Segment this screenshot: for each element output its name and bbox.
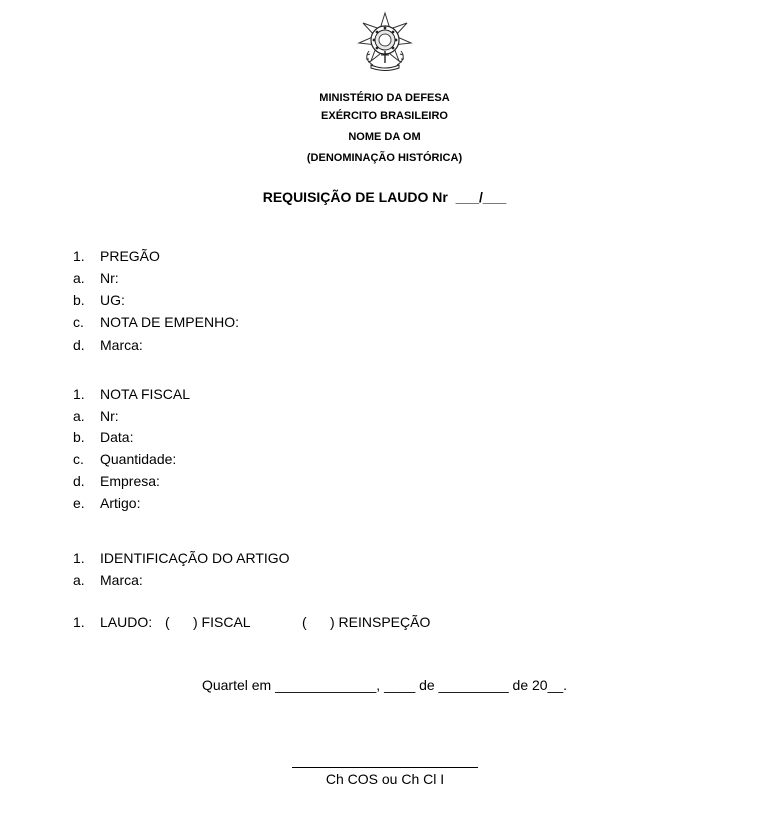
list-item <box>73 451 176 467</box>
section-label: NOTA FISCAL <box>100 386 190 402</box>
section-number: 1. <box>73 248 85 264</box>
list-item <box>73 270 119 286</box>
item-letter: b. <box>73 429 85 445</box>
section-label: LAUDO: <box>100 614 153 630</box>
item-label: Nr: <box>100 270 119 286</box>
item-letter: a. <box>73 270 85 286</box>
item-label: Nr: <box>100 408 119 424</box>
item-letter: d. <box>73 337 85 353</box>
section-number: 1. <box>73 550 85 566</box>
item-label: NOTA DE EMPENHO: <box>100 314 239 330</box>
laudo-option-fiscal: ( ) FISCAL <box>165 614 251 630</box>
list-item <box>73 495 140 511</box>
signature-line <box>292 767 478 768</box>
list-item <box>73 572 143 588</box>
header-historical-name: (DENOMINAÇÃO HISTÓRICA) <box>306 152 463 164</box>
item-letter: e. <box>73 495 85 511</box>
laudo-option-reinspecao: ( ) REINSPEÇÃO <box>302 614 431 630</box>
list-item <box>73 337 143 353</box>
coat-of-arms-emblem <box>355 11 415 71</box>
item-label: Data: <box>100 429 134 445</box>
item-letter: a. <box>73 408 85 424</box>
item-letter: b. <box>73 292 85 308</box>
item-label: Artigo: <box>100 495 141 511</box>
item-letter: c. <box>73 451 84 467</box>
list-item <box>73 292 125 308</box>
section-identificacao-heading <box>73 550 290 566</box>
list-item <box>73 408 119 424</box>
section-pregao-heading <box>73 248 160 264</box>
section-number: 1. <box>73 386 85 402</box>
section-number: 1. <box>73 614 85 630</box>
item-label: Marca: <box>100 337 143 353</box>
header-ministry: MINISTÉRIO DA DEFESA <box>319 92 450 104</box>
section-label: PREGÃO <box>100 248 160 264</box>
document-title: REQUISIÇÃO DE LAUDO Nr ___/___ <box>262 189 507 205</box>
item-label: Empresa: <box>100 473 160 489</box>
item-label: Marca: <box>100 572 143 588</box>
item-letter: a. <box>73 572 85 588</box>
item-label: Quantidade: <box>100 451 177 467</box>
signature-caption: Ch COS ou Ch Cl I <box>325 771 445 787</box>
header-army: EXÉRCITO BRASILEIRO <box>321 110 448 122</box>
section-nota-fiscal-heading <box>73 386 190 402</box>
item-letter: c. <box>73 314 84 330</box>
list-item <box>73 473 160 489</box>
list-item <box>73 314 239 330</box>
header-om-name: NOME DA OM <box>348 131 421 143</box>
item-label: UG: <box>100 292 125 308</box>
item-letter: d. <box>73 473 85 489</box>
section-label: IDENTIFICAÇÃO DO ARTIGO <box>100 550 290 566</box>
list-item <box>73 429 133 445</box>
place-date-line: Quartel em _____________, ____ de _________ de 20__. <box>201 677 568 693</box>
